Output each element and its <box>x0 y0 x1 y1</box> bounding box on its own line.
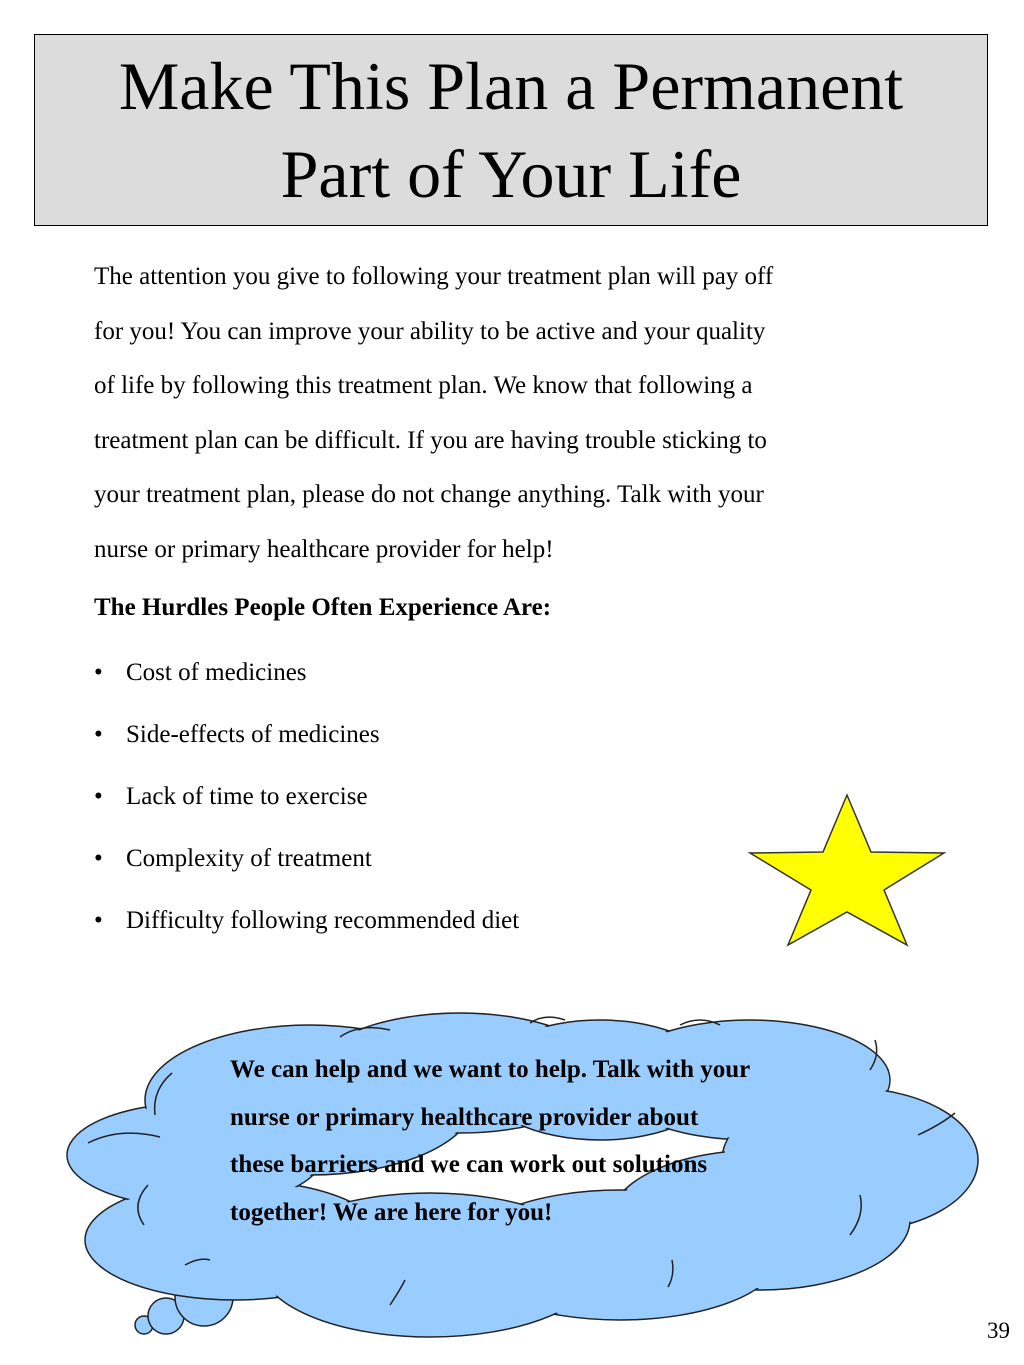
page-number: 39 <box>987 1318 1010 1343</box>
intro-line: The attention you give to following your treatment plan will pay off <box>94 263 774 290</box>
star-shape <box>750 795 944 945</box>
bullet-icon: • <box>94 907 103 934</box>
callout-line: together! We are here for you! <box>230 1198 553 1226</box>
bullet-icon: • <box>94 659 103 686</box>
list-item <box>94 719 519 781</box>
bullet-icon: • <box>94 721 103 748</box>
star-icon <box>745 792 947 948</box>
list-item <box>94 905 519 967</box>
list-item-text: Side-effects of medicines <box>126 721 380 748</box>
page-title-line-2: Part of Your Life <box>280 136 742 212</box>
list-item-text: Difficulty following recommended diet <box>126 907 520 934</box>
callout-line: these barriers and we can work out solutions <box>230 1151 708 1178</box>
intro-line: of life by following this treatment plan. We know that following a <box>94 372 753 399</box>
list-item-text: Complexity of treatment <box>126 845 372 872</box>
bullet-icon: • <box>94 845 103 872</box>
intro-line: treatment plan can be difficult. If you are having trouble sticking to <box>94 426 767 454</box>
title-box <box>34 34 988 226</box>
hurdles-list <box>94 657 519 967</box>
intro-line: nurse or primary healthcare provider for help! <box>94 535 554 563</box>
list-item <box>94 843 519 905</box>
list-item-text: Lack of time to exercise <box>126 783 368 810</box>
intro-line: your treatment plan, please do not change anything. Talk with your <box>94 481 764 508</box>
callout-text <box>230 1046 880 1236</box>
list-item <box>94 781 519 843</box>
hurdles-heading: The Hurdles People Often Experience Are: <box>94 594 552 621</box>
list-item-text: Cost of medicines <box>126 659 307 686</box>
list-item <box>94 657 519 719</box>
callout-line: We can help and we want to help. Talk with your <box>230 1056 751 1083</box>
bullet-icon: • <box>94 783 103 810</box>
intro-line: for you! You can improve your ability to be active and your quality <box>94 317 766 345</box>
callout-line: nurse or primary healthcare provider about <box>230 1103 699 1131</box>
page-title-line-1: Make This Plan a Permanent <box>118 48 904 124</box>
intro-paragraph <box>94 250 944 577</box>
